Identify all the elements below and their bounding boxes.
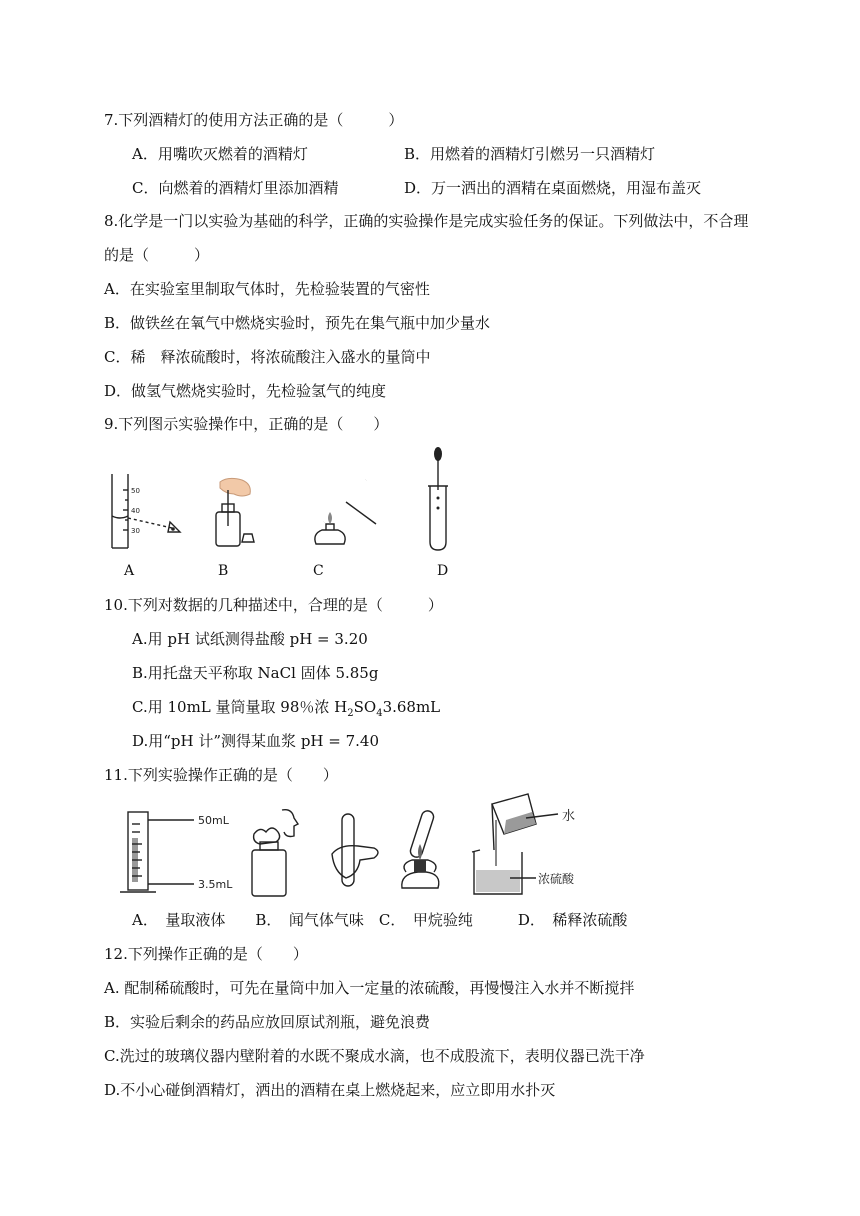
q9-figure-a-cylinder-reading xyxy=(104,470,194,552)
q10-option-b: B.用托盘天平称取 NaCl 固体 5.85g xyxy=(132,664,379,682)
q10-volume: 3.68mL xyxy=(382,698,441,716)
q11-figure-b-smelling-gas xyxy=(246,804,310,900)
q11-stem: 11.下列实验操作正确的是（ ） xyxy=(104,766,338,784)
q10-subscript-2: 2 xyxy=(347,708,354,719)
q12-option-a: A. 配制稀硫酸时，可先在量筒中加入一定量的浓硫酸，再慢慢注入水并不断搅拌 xyxy=(104,979,635,997)
q10-subscript-4: 4 xyxy=(376,708,383,719)
q10-so: SO xyxy=(353,698,377,716)
q10-option-d: D.用“pH 计”测得某血浆 pH = 7.40 xyxy=(132,732,380,750)
q8-option-b: B．做铁丝在氧气中燃烧实验时，预先在集气瓶中加少量水 xyxy=(104,314,491,332)
q9-figure-d-dropper-in-tube xyxy=(418,446,458,554)
q9-stem: 9.下列图示实验操作中，正确的是（ ） xyxy=(104,415,389,433)
q11-label-water: 水 xyxy=(562,809,576,824)
q7-stem: 7.下列酒精灯的使用方法正确的是（ ） xyxy=(104,111,404,129)
q9-label-c: C xyxy=(313,563,324,579)
q7-option-c: C．向燃着的酒精灯里添加酒精 xyxy=(132,179,339,197)
q11-options: A． 量取液体 B． 闻气体气味 C． 甲烷验纯 D． 稀释浓硫酸 xyxy=(132,911,628,929)
q9-label-a: A xyxy=(124,563,135,579)
q12-option-d: D.不小心碰倒酒精灯，洒出的酒精在桌上燃烧起来，应立即用水扑灭 xyxy=(104,1081,556,1099)
q7-option-a: A．用嘴吹灭燃着的酒精灯 xyxy=(132,145,308,163)
q9-label-b: B xyxy=(218,563,229,579)
q11-figure-d-diluting-acid xyxy=(470,790,590,900)
q9-label-d: D xyxy=(437,563,449,579)
q9-tick-50: 50 xyxy=(131,487,140,495)
q12-stem: 12.下列操作正确的是（ ） xyxy=(104,945,308,963)
q10-option-a: A.用 pH 试纸测得盐酸 pH = 3.20 xyxy=(132,630,368,648)
q11-label-conc-acid: 浓硫酸 xyxy=(538,872,575,886)
q11-figure-a-measuring-liquid xyxy=(118,808,248,898)
q7-option-d: D．万一洒出的酒精在桌面燃烧，用湿布盖灭 xyxy=(404,179,702,197)
q9-figure-c-heating-tube xyxy=(306,474,382,552)
q9-tick-40: 40 xyxy=(131,507,140,515)
q9-tick-30: 30 xyxy=(131,527,140,535)
q10-option-c xyxy=(132,697,440,724)
q7-option-b: B．用燃着的酒精灯引燃另一只酒精灯 xyxy=(404,145,656,163)
q11-label-50ml: 50mL xyxy=(198,814,229,827)
q8-stem-line2: 的是（ ） xyxy=(104,246,210,264)
q11-label-35ml: 3.5mL xyxy=(198,878,233,891)
q8-option-c: C．稀 释浓硫酸时，将浓硫酸注入盛水的量筒中 xyxy=(104,348,431,366)
q11-figure-c-methane-test xyxy=(328,808,464,900)
q10-stem: 10.下列对数据的几种描述中，合理的是（ ） xyxy=(104,596,443,614)
q9-figure-b-dropper-bottle xyxy=(206,476,266,552)
q8-stem-line1: 8.化学是一门以实验为基础的科学，正确的实验操作是完成实验任务的保证。下列做法中，不合理 xyxy=(104,212,749,230)
q8-option-d: D．做氢气燃烧实验时，先检验氢气的纯度 xyxy=(104,382,387,400)
q8-option-a: A．在实验室里制取气体时，先检验装置的气密性 xyxy=(104,280,430,298)
q10-option-c-text: C.用 10mL 量筒量取 98％浓 H xyxy=(132,698,348,716)
q12-option-b: B．实验后剩余的药品应放回原试剂瓶，避免浪费 xyxy=(104,1013,431,1031)
q12-option-c: C.洗过的玻璃仪器内壁附着的水既不聚成水滴，也不成股流下，表明仪器已洗干净 xyxy=(104,1047,645,1065)
